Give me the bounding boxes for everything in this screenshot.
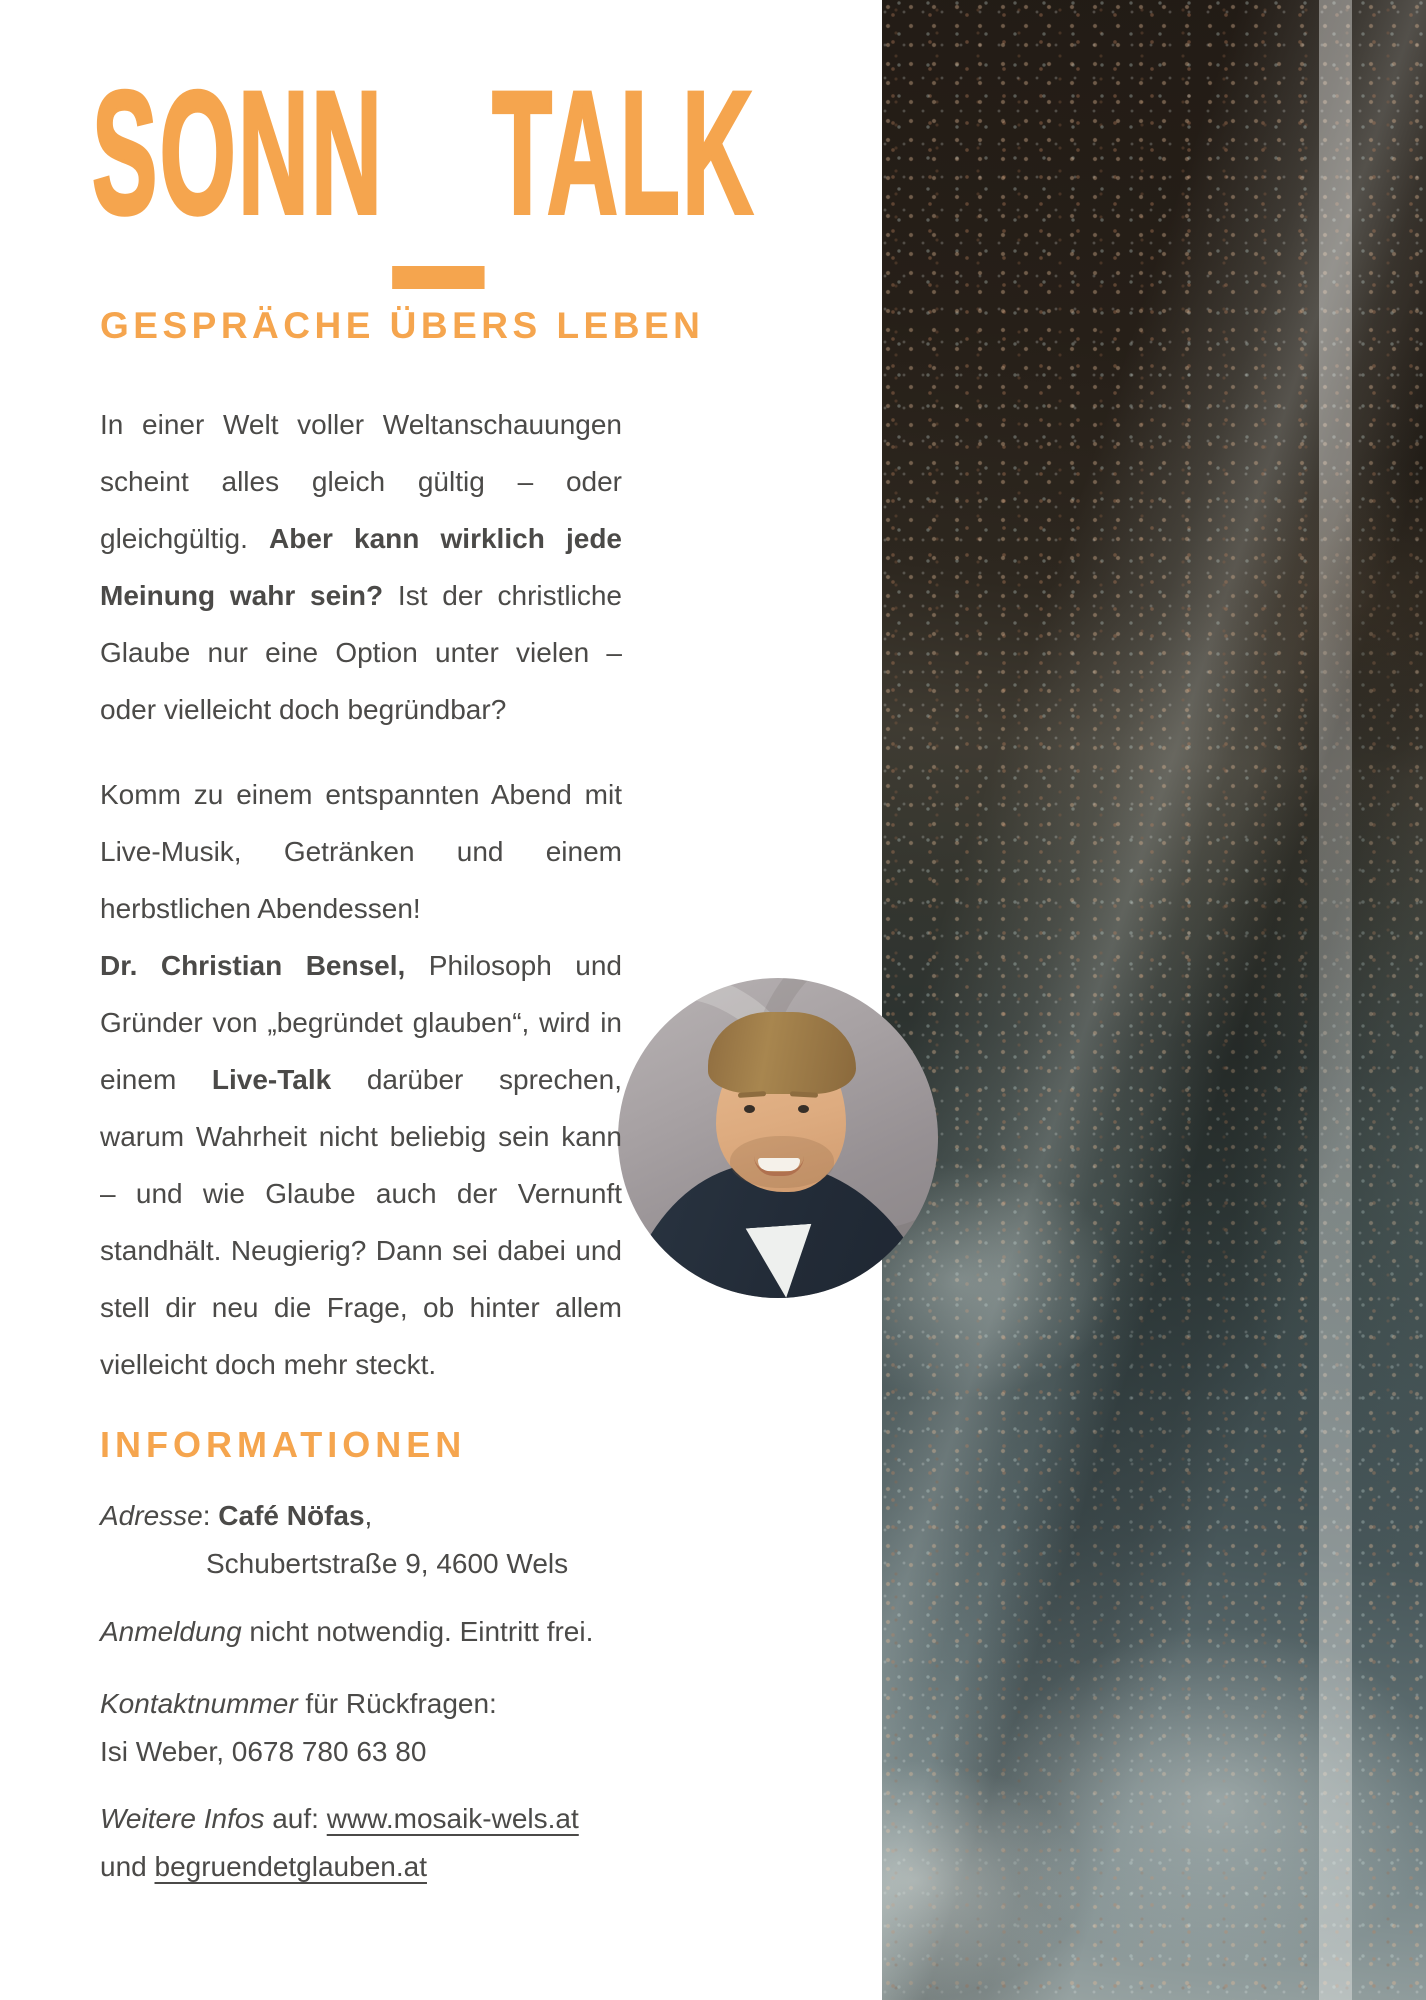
live-talk-label: Live-Talk <box>211 1064 332 1095</box>
background-texture-photo <box>882 0 1426 2000</box>
photo-light-stripe <box>1319 0 1352 2000</box>
page-title <box>92 56 755 251</box>
page-subtitle: GESPRÄCHE ÜBERS LEBEN <box>100 305 705 346</box>
links-item <box>100 1795 840 1891</box>
address-street: Schubertstraße 9, 4600 Wels <box>206 1548 569 1579</box>
event-speaker-line <box>100 937 622 1393</box>
title-underscore <box>392 266 484 289</box>
registration-text: nicht notwendig. Eintritt frei. <box>241 1616 594 1647</box>
registration-item <box>100 1608 840 1656</box>
portrait-eye-right <box>798 1105 809 1113</box>
event-invite-line <box>100 766 622 937</box>
portrait-eye-left <box>744 1105 755 1113</box>
intro-paragraph <box>100 396 622 738</box>
event-paragraph <box>100 766 622 1393</box>
address-item <box>100 1492 840 1588</box>
event-text-1: Philosoph und Gründer von „begründet glauben“, wird in einem <box>100 950 622 1095</box>
venue-name: Café Nöfas <box>218 1500 365 1531</box>
link-begruendetglauben[interactable]: begruendetglauben.at <box>154 1851 427 1882</box>
intro-bold-question: Aber kann wirklich jede Meinung wahr sein? <box>100 523 622 611</box>
contact-item <box>100 1680 840 1776</box>
title-left: SONN <box>92 56 385 251</box>
contact-person-phone: Isi Weber, 0678 780 63 80 <box>100 1736 427 1767</box>
intro-text-1: In einer Welt voller Weltanschauungen scheint alles gleich gültig – oder gleichgültig. <box>100 409 622 554</box>
more-info-label: Weitere Infos <box>100 1803 265 1834</box>
address-comma: , <box>364 1500 373 1531</box>
more-info-text: auf: <box>264 1803 327 1834</box>
contact-label: Kontaktnummer <box>100 1688 298 1719</box>
link-mosaik-wels[interactable]: www.mosaik-wels.at <box>326 1803 579 1834</box>
speaker-name: Dr. Christian Bensel, <box>100 950 406 981</box>
event-invite-text: Komm zu einem entspannten Abend mit Live-Musik, Getränken und einem herbstlichen Abendessen! <box>100 779 622 924</box>
informationen-heading: INFORMATIONEN <box>100 1424 467 1465</box>
speaker-portrait-photo <box>618 978 938 1298</box>
registration-label: Anmeldung <box>100 1616 242 1647</box>
address-label: Adresse <box>100 1500 203 1531</box>
more-info-and: und <box>100 1851 155 1882</box>
address-separator: : <box>202 1500 219 1531</box>
title-right: TALK <box>492 56 756 251</box>
event-text-2: darüber sprechen, warum Wahrheit nicht beliebig sein kann – und wie Glaube auch der Vernunft standhält. Neugierig? Dann sei dabei und stell dir neu die Frage, ob hinter allem vielleicht doch mehr steckt. <box>100 1064 622 1380</box>
contact-text: für Rückfragen: <box>297 1688 497 1719</box>
intro-text-2: Ist der christliche Glaube nur eine Option unter vielen – oder vielleicht doch begründbar? <box>100 580 622 725</box>
